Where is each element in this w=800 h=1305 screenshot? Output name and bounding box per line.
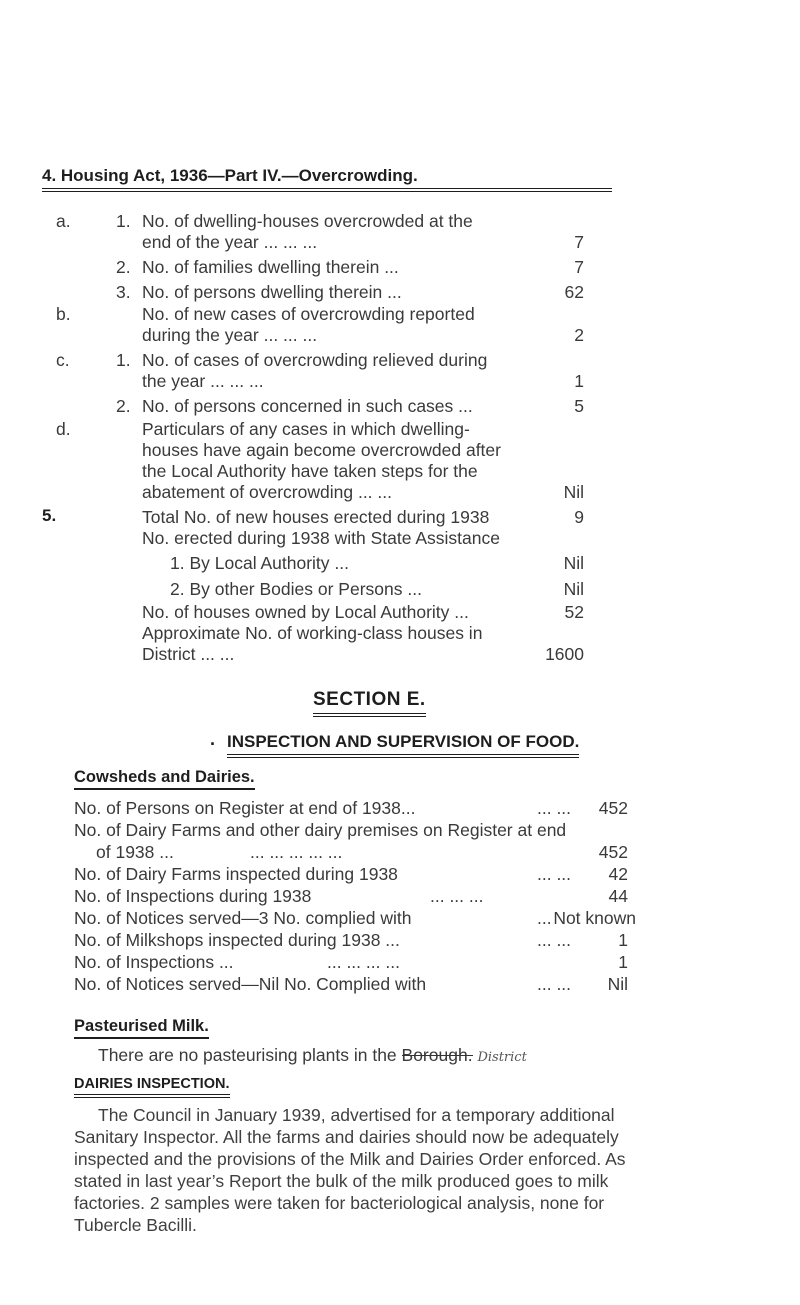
section-e-title: SECTION E.	[313, 689, 426, 717]
row-letter: a.	[56, 211, 71, 231]
housing-heading: 4. Housing Act, 1936—Part IV.—Overcrowding.	[42, 166, 612, 192]
by-other-value: Nil	[563, 579, 584, 599]
row-text: No. of families dwelling therein ...	[142, 257, 399, 277]
total-label: Total No. of new houses erected during 1938	[142, 507, 490, 527]
owned-label: No. of houses owned by Local Authority ...	[142, 602, 469, 622]
row-value: 7	[574, 232, 584, 252]
row-index: 1.	[116, 211, 131, 231]
list-value: Not known	[553, 908, 636, 928]
row-value: Nil	[563, 482, 584, 502]
list-dots: ... ... ... ... ...	[250, 842, 343, 862]
total-value: 9	[574, 507, 584, 527]
list-dots: ... ... ... ...	[327, 952, 400, 972]
row-text: No. of dwelling-houses overcrowded at the	[142, 211, 473, 231]
row-value: 7	[574, 257, 584, 277]
row-text: end of the year ... ... ...	[142, 232, 318, 252]
row-text: No. of persons dwelling therein ...	[142, 282, 402, 302]
struck-word: Borough.	[401, 1045, 473, 1065]
row-letter: b.	[56, 304, 71, 324]
by-la-value: Nil	[563, 553, 584, 573]
list-value: 1	[618, 930, 628, 950]
row-letter: c.	[56, 350, 70, 370]
list-dots: ... ...	[537, 974, 572, 994]
by-other-label: 2. By other Bodies or Persons ...	[170, 579, 422, 599]
row-text: abatement of overcrowding ... ...	[142, 482, 392, 502]
list-item: No. of Dairy Farms inspected during 1938	[74, 864, 398, 884]
row-text: the Local Authority have taken steps for the	[142, 461, 478, 481]
handwritten-correction: District	[477, 1050, 527, 1065]
row-value: 5	[574, 396, 584, 416]
list-item: of 1938 ...	[96, 842, 174, 862]
list-dots: ... ... ...	[430, 886, 484, 906]
row-index: 1.	[116, 350, 131, 370]
list-item: No. of Dairy Farms and other dairy premises on Register at end	[74, 820, 567, 840]
list-item: No. of Inspections ...	[74, 952, 234, 972]
by-la-label: 1. By Local Authority ...	[170, 553, 349, 573]
pasteurised-heading: Pasteurised Milk.	[74, 1017, 209, 1039]
row-index: 3.	[116, 282, 131, 302]
row-text: houses have again become overcrowded after	[142, 440, 501, 460]
row-text: No. of cases of overcrowding relieved during	[142, 350, 488, 370]
list-value: 44	[608, 886, 628, 906]
row-text: the year ... ... ...	[142, 371, 264, 391]
list-dots: ... ...	[537, 930, 572, 950]
bullet: .	[210, 729, 216, 749]
row-text: No. of new cases of overcrowding reported	[142, 304, 475, 324]
row-value: 62	[564, 282, 584, 302]
section-e-subtitle: INSPECTION AND SUPERVISION OF FOOD.	[227, 732, 579, 758]
row-index: 2.	[116, 396, 131, 416]
approx-label: Approximate No. of working-class houses in	[142, 623, 483, 643]
list-value: 452	[598, 798, 628, 818]
state-label: No. erected during 1938 with State Assistance	[142, 528, 500, 548]
list-value: 452	[598, 842, 628, 862]
pasteurised-text	[98, 1044, 527, 1069]
list-dots: ...	[537, 908, 552, 928]
dairies-paragraph: The Council in January 1939, advertised for a temporary additional Sanitary Inspector. All the farms and dairies should now be adequately inspected and the provisions of the Milk and Dairies Order enforced. As stated in last year’s Report the bulk of the milk produced goes to milk factories. 2 samples were taken for bacteriological analysis, none for Tubercle Bacilli.	[74, 1105, 626, 1235]
row-value: 2	[574, 325, 584, 345]
cowsheds-heading: Cowsheds and Dairies.	[74, 768, 255, 790]
section-number: 5.	[42, 506, 57, 525]
row-text: Particulars of any cases in which dwelling-	[142, 419, 470, 439]
list-dots: ... ...	[537, 864, 572, 884]
row-text: during the year ... ... ...	[142, 325, 318, 345]
list-item: No. of Notices served—3 No. complied with	[74, 908, 412, 928]
list-item: No. of Inspections during 1938	[74, 886, 312, 906]
list-dots: ... ...	[537, 798, 572, 818]
list-item: No. of Notices served—Nil No. Complied with	[74, 974, 427, 994]
list-item: No. of Milkshops inspected during 1938 ...	[74, 930, 400, 950]
pasteurised-sentence: There are no pasteurising plants in the	[98, 1045, 397, 1065]
row-value: 1	[574, 371, 584, 391]
dairies-heading: DAIRIES INSPECTION.	[74, 1076, 230, 1098]
list-value: Nil	[607, 974, 628, 994]
row-text: No. of persons concerned in such cases ...	[142, 396, 473, 416]
row-index: 2.	[116, 257, 131, 277]
approx-label: District ... ...	[142, 644, 235, 664]
approx-value: 1600	[545, 644, 584, 664]
list-value: 1	[618, 952, 628, 972]
owned-value: 52	[564, 602, 584, 622]
row-letter: d.	[56, 419, 71, 439]
list-value: 42	[608, 864, 628, 884]
list-item: No. of Persons on Register at end of 1938...	[74, 798, 416, 818]
